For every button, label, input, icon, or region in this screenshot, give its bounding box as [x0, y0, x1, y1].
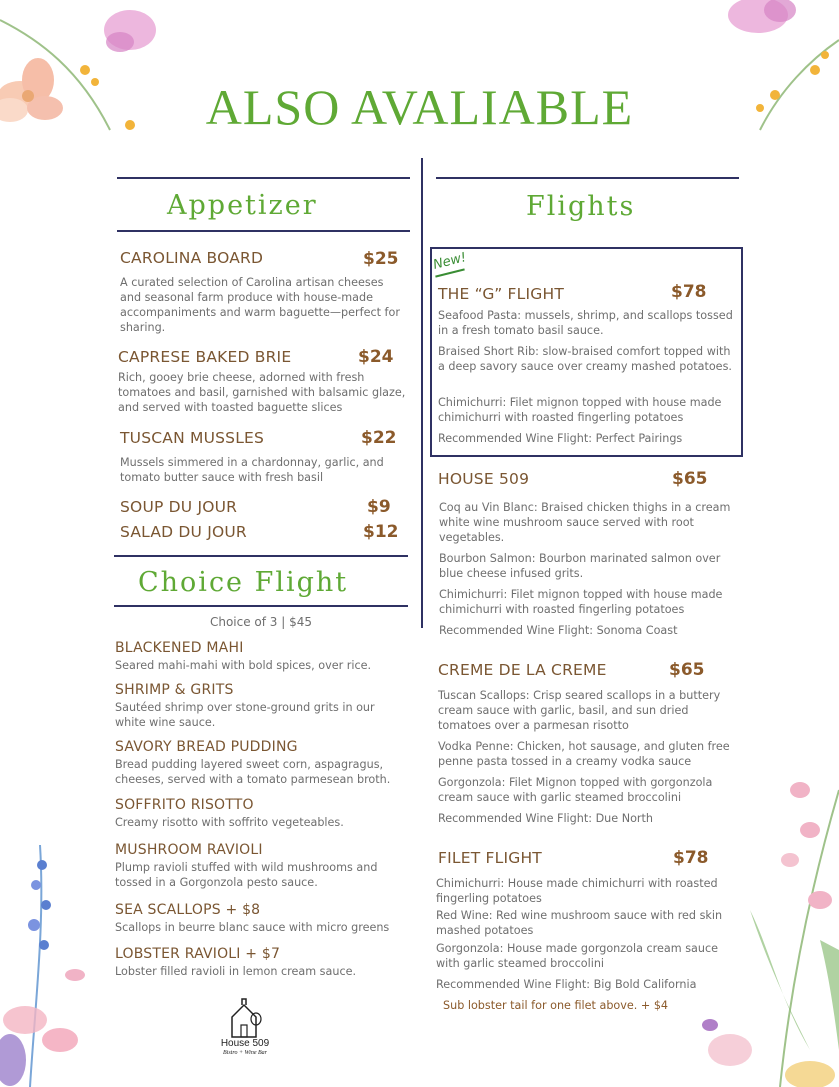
menu-item-name: BLACKENED MAHI	[115, 640, 244, 656]
menu-item-name: MUSHROOM RAVIOLI	[115, 842, 263, 858]
menu-item-description: Lobster filled ravioli in lemon cream sauce.	[115, 965, 357, 978]
menu-item-name: CAROLINA BOARD	[120, 249, 264, 267]
choice-flight-rule-top	[114, 555, 408, 557]
flight-course: Bourbon Salmon: Bourbon marinated salmon over blue cheese infused grits.	[439, 552, 721, 580]
appetizer-rule-top	[117, 177, 410, 179]
flight-wine-pairing: Recommended Wine Flight: Sonoma Coast	[439, 624, 678, 637]
menu-item-description: Scallops in beurre blanc sauce with micro greens	[115, 921, 390, 934]
flight-course: Gorgonzola: House made gorgonzola cream sauce with garlic steamed broccolini	[436, 942, 718, 970]
appetizer-rule-bottom	[117, 230, 410, 232]
flights-rule-top	[436, 177, 739, 179]
flight-name: THE “G” FLIGHT	[438, 285, 565, 303]
menu-item-name: CAPRESE BAKED BRIE	[118, 348, 292, 366]
menu-item-description: Sautéed shrimp over stone-ground grits in our white wine sauce.	[115, 701, 375, 729]
menu-item-price: $24	[358, 347, 394, 367]
flight-name: HOUSE 509	[438, 470, 530, 488]
menu-item-name: SOFFRITO RISOTTO	[115, 797, 254, 813]
flight-course: Braised Short Rib: slow-braised comfort topped with a deep savory sauce over creamy mashed potatoes.	[438, 345, 732, 373]
menu-item-price: $22	[361, 428, 397, 448]
logo-tagline: Bistro + Wine Bar	[223, 1050, 267, 1056]
menu-item-description: Mussels simmered in a chardonnay, garlic, and tomato butter sauce with fresh basil	[120, 456, 384, 484]
page-title: ALSO AVALIABLE	[205, 79, 634, 135]
menu-item-name: SAVORY BREAD PUDDING	[115, 739, 298, 755]
flight-price: $65	[669, 660, 705, 680]
menu-item-description: Creamy risotto with soffrito vegeteables.	[115, 816, 344, 829]
flight-price: $65	[672, 469, 708, 489]
appetizer-heading: Appetizer	[167, 190, 318, 221]
flight-name: CREME DE LA CREME	[438, 661, 607, 679]
choice-flight-subtitle: Choice of 3 | $45	[209, 615, 313, 629]
flight-course: Seafood Pasta: mussels, shrimp, and scallops tossed in a fresh tomato basil sauce.	[438, 309, 733, 337]
menu-item-description: Bread pudding layered sweet corn, aspagragus, cheeses, served with a tomato parmesean broth.	[115, 758, 391, 786]
flight-course: Chimichurri: Filet mignon topped with house made chimichurri with roasted fingerling potatoes	[439, 588, 723, 616]
flight-course: Red Wine: Red wine mushroom sauce with red skin mashed potatoes	[436, 909, 723, 937]
house-logo-icon	[228, 997, 264, 1039]
menu-item-name: SOUP DU JOUR	[120, 498, 238, 516]
flight-course: Vodka Penne: Chicken, hot sausage, and gluten free penne pasta tossed in a creamy vodka sauce	[438, 740, 730, 768]
flight-course: Gorgonzola: Filet Mignon topped with gorgonzola cream sauce with garlic steamed broccolini	[438, 776, 713, 804]
column-divider	[421, 158, 423, 628]
menu-item-name: TUSCAN MUSSLES	[120, 429, 265, 447]
flight-note: Sub lobster tail for one filet above. + $4	[443, 999, 669, 1012]
menu-item-price: $12	[363, 522, 399, 542]
flight-wine-pairing: Recommended Wine Flight: Due North	[438, 812, 654, 825]
menu-item-name: SHRIMP & GRITS	[115, 682, 234, 698]
flight-course: Tuscan Scallops: Crisp seared scallops in a buttery cream sauce with garlic, basil, and sun dried tomatoes over a parmesan risotto	[438, 689, 721, 732]
flight-wine-pairing: Recommended Wine Flight: Perfect Pairings	[438, 432, 683, 445]
flight-course: Coq au Vin Blanc: Braised chicken thighs in a cream white wine mushroom sauce served with root vegetables.	[439, 501, 731, 544]
menu-item-price: $9	[367, 497, 391, 517]
logo-name: House 509	[220, 1038, 270, 1049]
new-badge: New!	[431, 250, 468, 273]
flight-name: FILET FLIGHT	[438, 849, 542, 867]
flight-price: $78	[673, 848, 709, 868]
menu-item-description: Rich, gooey brie cheese, adorned with fresh tomatoes and basil, garnished with balsamic glaze, and served with toasted baguette slices	[118, 371, 406, 414]
flight-course: Chimichurri: House made chimichurri with roasted fingerling potatoes	[436, 877, 718, 905]
choice-flight-rule-bottom	[114, 605, 408, 607]
menu-item-price: $25	[363, 249, 399, 269]
flight-course: Chimichurri: Filet mignon topped with house made chimichurri with roasted fingerling potatoes	[438, 396, 722, 424]
menu-item-name: SALAD DU JOUR	[120, 523, 247, 541]
flight-price: $78	[671, 282, 707, 302]
menu-item-description: A curated selection of Carolina artisan cheeses and seasonal farm produce with house-made accompaniments and warm baguette—perfect for sharing.	[120, 276, 400, 334]
menu-item-description: Seared mahi-mahi with bold spices, over rice.	[115, 659, 372, 672]
menu-item-name: LOBSTER RAVIOLI + $7	[115, 946, 281, 962]
flights-heading: Flights	[526, 191, 636, 222]
menu-item-description: Plump ravioli stuffed with wild mushrooms and tossed in a Gorgonzola pesto sauce.	[115, 861, 378, 889]
flight-wine-pairing: Recommended Wine Flight: Big Bold California	[436, 978, 697, 991]
menu-item-name: SEA SCALLOPS + $8	[115, 902, 261, 918]
floral-decoration-bottom-left	[0, 845, 110, 1087]
choice-flight-heading: Choice Flight	[138, 567, 349, 598]
